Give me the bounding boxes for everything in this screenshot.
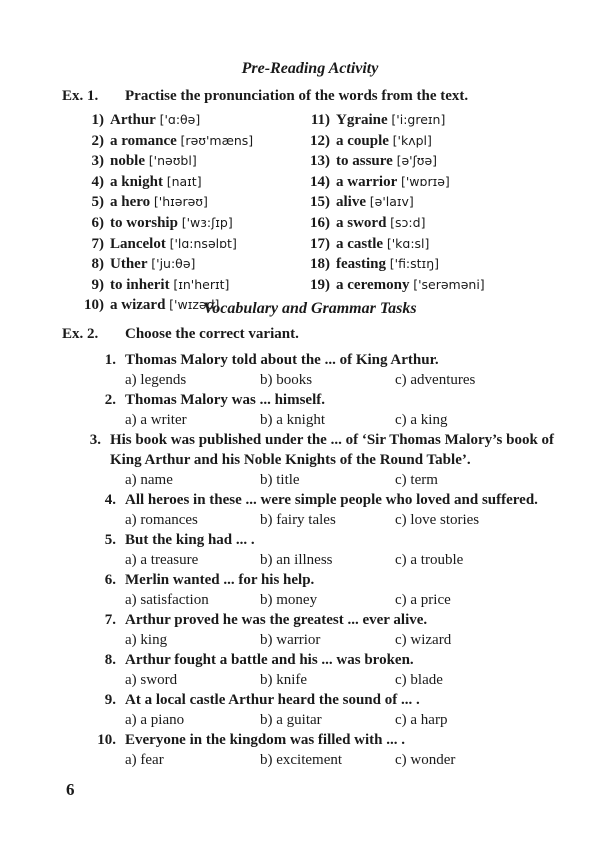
- question-text: Everyone in the kingdom was filled with ... .: [125, 732, 406, 748]
- word: a sword: [336, 214, 387, 231]
- word-item: [76, 131, 253, 152]
- question-item: [80, 490, 580, 530]
- question-list: [80, 350, 580, 770]
- word-item: [302, 131, 485, 152]
- answer-options: [80, 510, 580, 530]
- word: to inherit: [110, 276, 170, 293]
- answer-options: [80, 750, 580, 770]
- transcription: ['serəməni]: [413, 276, 485, 292]
- answer-options: [80, 370, 580, 390]
- word: to worship: [110, 214, 178, 231]
- question-line: [80, 570, 580, 590]
- question-line: [80, 690, 580, 710]
- word-item: [302, 151, 485, 172]
- answer-options: [80, 630, 580, 650]
- answer-option: a) name: [125, 472, 173, 488]
- transcription: ['wɪzəd]: [169, 297, 220, 313]
- item-number: 1): [91, 112, 104, 128]
- answer-option: b) fairy tales: [260, 512, 336, 528]
- answer-option: c) love stories: [395, 512, 480, 528]
- word: alive: [336, 194, 366, 211]
- word: Uther: [110, 256, 148, 273]
- item-number: 14): [310, 173, 330, 190]
- word-item: [302, 110, 485, 131]
- question-number: 3.: [89, 432, 101, 448]
- transcription: ['ɑ:θə]: [159, 112, 201, 127]
- question-text: Merlin wanted ... for his help.: [125, 572, 315, 588]
- answer-option: c) wizard: [395, 632, 452, 648]
- question-number: 1.: [104, 352, 116, 368]
- transcription: ['wɒrɪə]: [400, 173, 450, 189]
- section-title-vocabulary: Vocabulary and Grammar Tasks: [203, 300, 417, 317]
- question-item: [80, 430, 580, 490]
- item-number: 18): [310, 256, 330, 273]
- answer-option: a) a piano: [125, 712, 185, 728]
- item-number: 16): [310, 214, 330, 231]
- answer-option: b) money: [260, 592, 318, 608]
- question-number: 5.: [104, 532, 116, 548]
- question-item: [80, 730, 580, 770]
- word-item: [302, 275, 485, 296]
- answer-option: c) a king: [395, 412, 448, 428]
- question-text: Thomas Malory was ... himself.: [125, 392, 325, 408]
- word: a knight: [110, 173, 163, 190]
- question-text: Thomas Malory told about the ... of King Arthur.: [125, 352, 439, 368]
- question-number: 2.: [104, 392, 116, 408]
- question-number: 6.: [104, 572, 116, 588]
- question-line: [80, 390, 580, 410]
- question-text: All heroes in these ... were simple people who loved and suffered.: [125, 492, 538, 508]
- transcription: [ə'laɪv]: [369, 194, 414, 210]
- transcription: [naɪt]: [166, 173, 202, 189]
- question-number: 9.: [104, 692, 116, 708]
- word-item: [302, 254, 485, 275]
- word-item: [76, 234, 253, 255]
- question-item: [80, 350, 580, 390]
- question-item: [80, 390, 580, 430]
- exercise-instruction: Choose the correct variant.: [125, 326, 299, 342]
- word: to assure: [336, 153, 393, 170]
- answer-option: a) romances: [125, 512, 198, 528]
- transcription: ['hɪərəʊ]: [153, 194, 208, 210]
- question-item: [80, 610, 580, 650]
- transcription: [sɔ:d]: [390, 214, 426, 230]
- word-item: [76, 172, 253, 193]
- item-number: 11): [310, 112, 330, 128]
- answer-option: c) a price: [395, 592, 451, 608]
- item-number: 15): [310, 194, 330, 211]
- page-number: 6: [66, 780, 75, 799]
- question-text: But the king had ... .: [125, 532, 255, 548]
- exercise-instruction: Practise the pronunciation of the words from the text.: [125, 88, 469, 104]
- question-line: [80, 490, 580, 510]
- word-item: [302, 234, 485, 255]
- answer-option: b) a knight: [260, 412, 325, 428]
- transcription: [rəʊ'mæns]: [180, 132, 254, 148]
- item-number: 5): [91, 194, 104, 211]
- item-number: 10): [84, 297, 104, 314]
- word-list-left: [76, 110, 253, 316]
- word-item: [76, 213, 253, 234]
- exercise-2-header: [62, 326, 299, 343]
- answer-option: a) a treasure: [125, 552, 199, 568]
- question-item: [80, 650, 580, 690]
- question-line: [80, 650, 580, 670]
- word: a hero: [110, 194, 151, 211]
- answer-option: a) sword: [125, 672, 178, 688]
- question-item: [80, 530, 580, 570]
- transcription: [ə'ʃʊə]: [396, 153, 438, 169]
- answer-option: a) legends: [125, 372, 187, 388]
- answer-option: b) title: [260, 472, 300, 488]
- word-item: [76, 275, 253, 296]
- word-item: [76, 192, 253, 213]
- question-line: [80, 530, 580, 550]
- transcription: ['wɜ:ʃɪp]: [181, 214, 233, 230]
- transcription: ['fi:stɪŋ]: [389, 256, 440, 272]
- answer-options: [80, 550, 580, 570]
- transcription: ['kʌpl]: [392, 132, 432, 148]
- item-number: 9): [91, 276, 104, 293]
- transcription: ['nəʊbl]: [148, 153, 197, 169]
- word: noble: [110, 153, 146, 170]
- answer-options: [80, 410, 580, 430]
- exercise-1-header: [62, 88, 468, 105]
- word: a romance: [110, 132, 177, 149]
- word-item: [76, 110, 253, 131]
- exercise-number: Ex. 2.: [62, 326, 99, 342]
- transcription: [ɪn'herɪt]: [173, 276, 230, 292]
- question-number: 8.: [104, 652, 116, 668]
- word: a wizard: [110, 297, 166, 314]
- answer-option: c) a trouble: [395, 552, 464, 568]
- item-number: 19): [310, 276, 330, 293]
- word-item: [76, 254, 253, 275]
- answer-option: c) wonder: [395, 752, 456, 768]
- answer-option: a) fear: [125, 752, 164, 768]
- answer-option: a) king: [125, 632, 168, 648]
- word: a warrior: [336, 173, 398, 190]
- answer-options: [80, 670, 580, 690]
- question-item: [80, 690, 580, 730]
- word: a castle: [336, 235, 384, 252]
- answer-option: c) blade: [395, 672, 443, 688]
- answer-option: b) an illness: [260, 552, 333, 568]
- question-line: [80, 430, 580, 470]
- question-text: Arthur fought a battle and his ... was broken.: [125, 652, 414, 668]
- question-text: His book was published under the ... of ‘Sir Thomas Malory’s book of King Arthur and his Noble Knights of the Round Table’.: [109, 432, 555, 468]
- question-text: Arthur proved he was the greatest ... ever alive.: [125, 612, 428, 628]
- item-number: 12): [310, 132, 330, 149]
- word-list-right: [302, 110, 485, 295]
- answer-options: [80, 590, 580, 610]
- question-line: [80, 350, 580, 370]
- word: Arthur: [110, 112, 156, 128]
- item-number: 2): [91, 132, 104, 149]
- transcription: ['lɑ:nsəlɒt]: [169, 235, 237, 251]
- item-number: 3): [91, 153, 104, 170]
- answer-option: b) books: [260, 372, 313, 388]
- question-line: [80, 610, 580, 630]
- answer-option: a) a writer: [125, 412, 187, 428]
- transcription: ['i:greɪn]: [391, 112, 446, 127]
- question-line: [80, 730, 580, 750]
- question-text: At a local castle Arthur heard the sound of ... .: [125, 692, 420, 708]
- word-item: [76, 151, 253, 172]
- word: a ceremony: [336, 276, 410, 293]
- answer-option: b) a guitar: [260, 712, 322, 728]
- answer-option: c) adventures: [395, 372, 476, 388]
- question-number: 4.: [104, 492, 116, 508]
- answer-option: b) excitement: [260, 752, 343, 768]
- answer-option: c) a harp: [395, 712, 448, 728]
- item-number: 17): [310, 235, 330, 252]
- question-number: 7.: [104, 612, 116, 628]
- item-number: 7): [91, 235, 104, 252]
- word: feasting: [336, 256, 386, 273]
- item-number: 4): [91, 173, 104, 190]
- word: Lancelot: [110, 235, 166, 252]
- question-number: 10.: [97, 732, 116, 748]
- answer-option: b) knife: [260, 672, 308, 688]
- transcription: ['ju:θə]: [151, 256, 196, 272]
- word-item: [302, 192, 485, 213]
- section-title-pre-reading: Pre-Reading Activity: [241, 60, 379, 77]
- answer-option: b) warrior: [260, 632, 321, 648]
- item-number: 8): [91, 256, 104, 273]
- transcription: ['kɑ:sl]: [386, 235, 430, 251]
- word: Ygraine: [336, 112, 388, 128]
- answer-option: c) term: [395, 472, 438, 488]
- word: a couple: [336, 132, 389, 149]
- word-item: [302, 172, 485, 193]
- item-number: 6): [91, 214, 104, 231]
- exercise-number: Ex. 1.: [62, 88, 99, 104]
- answer-options: [80, 710, 580, 730]
- word-item: [302, 213, 485, 234]
- answer-options: [80, 470, 580, 490]
- answer-option: a) satisfaction: [125, 592, 209, 608]
- question-item: [80, 570, 580, 610]
- item-number: 13): [310, 153, 330, 170]
